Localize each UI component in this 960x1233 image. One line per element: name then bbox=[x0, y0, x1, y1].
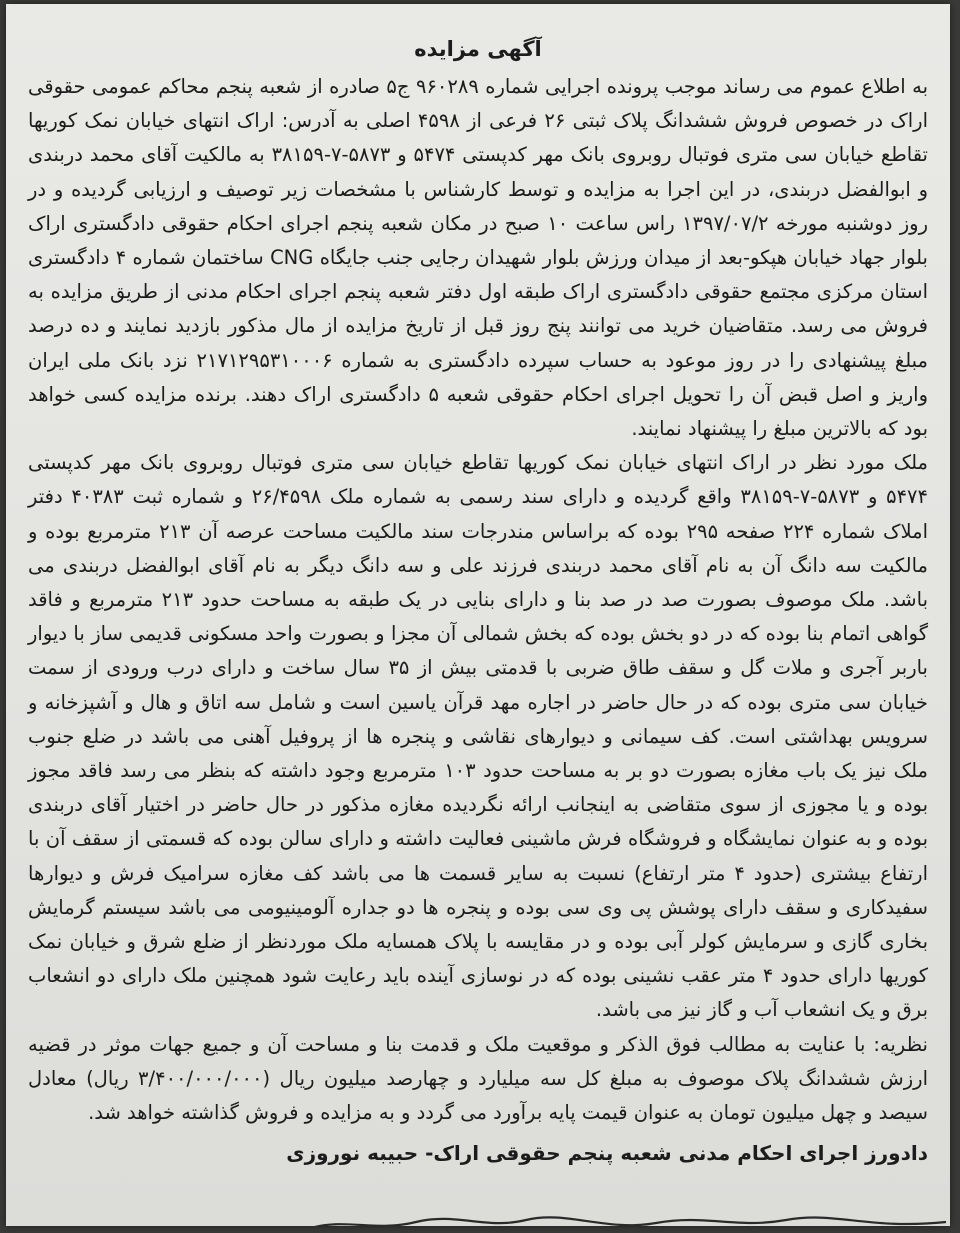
newspaper-page bbox=[6, 4, 950, 1226]
notice-paragraph-intro: به اطلاع عموم می رساند موجب پرونده اجرایی شماره ۹۶۰۲۸۹ ج۵ صادره از شعبه پنجم محاکم عمومی حقوقی اراک در خصوص فروش ششدانگ پلاک ثبتی ۲۶ فرعی از ۴۵۹۸ اصلی به آدرس: اراک انتهای خیابان نمک کوریها تقاطع خیابان سی متری فوتبال روبروی بانک مهر کدپستی ۵۴۷۴ و ۵۸۷۳-۷-۳۸۱۵۹ به مالکیت آقای محمد دربندی و ابوالفضل دربندی، در این اجرا به مزایده و توسط کارشناس با مشخصات زیر توصیف و ارزیابی گردیده و در روز دوشنبه مورخه ۱۳۹۷/۰۷/۲ راس ساعت ۱۰ صبح در مکان شعبه پنجم اجرای احکام حقوقی دادگستری اراک بلوار جهاد خیابان هپکو-بعد از میدان ورزش بلوار شهیدان رجایی جنب جایگاه CNG ساختمان شماره ۴ دادگستری استان مرکزی مجتمع حقوقی دادگستری اراک طبقه اول دفتر شعبه پنجم اجرای احکام مدنی از طریق مزایده به فروش می رسد. متقاضیان خرید می توانند پنج روز قبل از تاریخ مزایده از مال مذکور بازدید نمایند و ده درصد مبلغ پیشنهادی را در روز موعود به حساب سپرده دادگستری به شماره ۲۱۷۱۲۹۵۳۱۰۰۰۶ نزد بانک ملی ایران واریز و اصل قبض آن را تحویل اجرای احکام حقوقی شعبه ۵ دادگستری اراک دهند. برنده مزایده کسی خواهد بود که بالاترین مبلغ را پیشنهاد نمایند. bbox=[28, 75, 929, 441]
notice-paragraph-property: ملک مورد نظر در اراک انتهای خیابان نمک کوریها تقاطع خیابان سی متری فوتبال روبروی بانک مهر کدپستی ۵۴۷۴ و ۵۸۷۳-۷-۳۸۱۵۹ واقع گردیده و دارای سند رسمی به شماره ملک ۲۶/۴۵۹۸ و شماره ثبت ۴۰۳۸۳ دفتر املاک شماره ۲۲۴ صفحه ۲۹۵ بوده که براساس مندرجات سند مالکیت مساحت عرصه آن ۲۱۳ مترمربع بوده و مالکیت سه دانگ آن به نام آقای محمد دربندی فرزند علی و سه دانگ دیگر به نام آقای ابوالفضل دربندی می باشد. ملک موصوف بصورت صد در صد بنا و دارای بنایی در یک طبقه به مساحت حدود ۲۱۳ مترمربع و فاقد گواهی اتمام بنا بوده که در دو بخش بوده که بخش شمالی آن مجزا و بصورت واحد مسکونی قدیمی ساز با دیوار باربر آجری و ملات گل و سقف طاق ضربی با قدمتی بیش از ۳۵ سال ساخت و دارای درب ورودی از سمت خیابان سی متری بوده که در حال حاضر در اجاره مهد قرآن یاسین است و شامل سه اتاق و هال و آشپزخانه و سرویس بهداشتی است. کف سیمانی و دیوارهای نقاشی و پنجره ها از پروفیل آهنی می باشد در ضلع جنوب ملک نیز یک باب مغازه بصورت دو بر به مساحت حدود ۱۰۳ مترمربع وجود داشته که بنظر می رسد فاقد مجوز بوده و یا مجوزی از سوی متقاضی به اینجانب ارائه نگردیده مغازه مذکور در حال حاضر در اختیار آقای دربندی بوده و به عنوان نمایشگاه و فروشگاه فرش ماشینی فعالیت داشته و دارای سالن بوده که قسمتی از سقف آن با ارتفاع بیشتری (حدود ۴ متر ارتفاع) نسبت به سایر قسمت ها می باشد کف مغازه سرامیک فرش و دیوارها سفیدکاری و سقف دارای پوشش پی وی سی بوده و پنجره ها دو جداره آلومینیومی می باشد سیستم گرمایش بخاری گازی و سرمایش کولر آبی بوده و در مقایسه با پلاک همسایه ملک موردنظر از ضلع شرق و خیابان نمک کوریها دارای حدود ۴ متر عقب نشینی بوده که در نوسازی آینده باید رعایت شود همچنین ملک دارای دو انشعاب برق و یک انشعاب آب و گاز نیز می باشد. bbox=[28, 451, 929, 1022]
handwritten-scribble bbox=[306, 1214, 950, 1226]
auction-notice bbox=[28, 34, 928, 1171]
notice-title: آگهی مزایده bbox=[414, 37, 542, 61]
notice-signature: دادورز اجرای احکام مدنی شعبه پنجم حقوقی اراک- حبیبه نوروزی bbox=[286, 1141, 928, 1166]
notice-paragraph-valuation: نظریه: با عنایت به مطالب فوق الذکر و موقعیت ملک و قدمت بنا و مساحت آن و جمیع جهات موثر در قضیه ارزش ششدانگ پلاک موصوف به مبلغ کل سه میلیارد و چهارصد میلیون ریال (۳/۴۰۰/۰۰۰/۰۰۰ ریال) معادل سیصد و چهل میلیون تومان به عنوان قیمت پایه برآورد می گردد و به مزایده و فروش گذاشته خواهد شد. bbox=[28, 1032, 928, 1125]
